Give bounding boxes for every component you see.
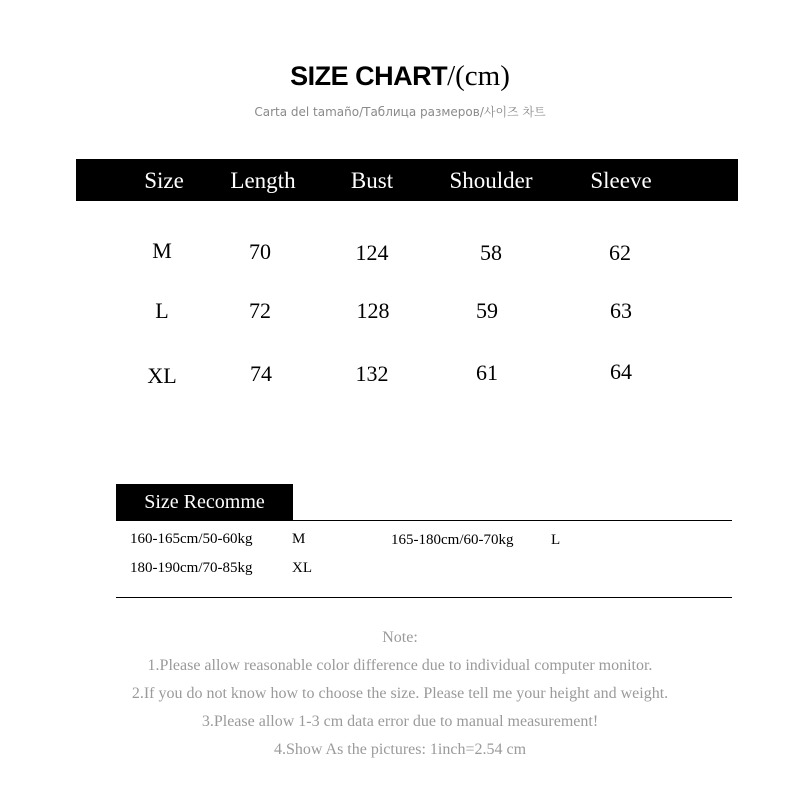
recommend-size: M bbox=[292, 531, 306, 547]
note-line: 1.Please allow reasonable color difference due to individual computer monitor. bbox=[147, 657, 653, 674]
cell-length: 72 bbox=[249, 298, 271, 323]
title-main: SIZE CHART bbox=[290, 61, 448, 91]
size-recommend-heading: Size Recomme bbox=[116, 484, 293, 521]
header-bust: Bust bbox=[350, 168, 394, 193]
header-size: Size bbox=[144, 168, 184, 193]
cell-shoulder: 58 bbox=[480, 240, 502, 265]
cell-sleeve: 63 bbox=[610, 298, 632, 323]
recommend-bottom-divider bbox=[116, 597, 732, 598]
cell-size: XL bbox=[147, 363, 177, 388]
notes-heading: Note: bbox=[382, 629, 418, 646]
note-line: 2.If you do not know how to choose the size. Please tell me your height and weight. bbox=[131, 685, 669, 702]
note-line: 3.Please allow 1-3 cm data error due to manual measurement! bbox=[201, 713, 599, 730]
page-title bbox=[0, 60, 800, 93]
recommend-range: 180-190cm/70-85kg bbox=[130, 560, 253, 576]
size-table-header bbox=[76, 159, 738, 201]
recommend-size: XL bbox=[292, 560, 312, 576]
cell-size: M bbox=[152, 238, 172, 263]
header-shoulder: Shoulder bbox=[449, 168, 533, 193]
cell-shoulder: 59 bbox=[476, 298, 498, 323]
page-subtitle: Carta del tamaño/Таблица размеров/사이즈 차트 bbox=[254, 105, 546, 119]
cell-size: L bbox=[155, 298, 169, 323]
header-sleeve: Sleeve bbox=[590, 168, 652, 193]
recommend-range: 165-180cm/60-70kg bbox=[391, 532, 514, 548]
header-length: Length bbox=[230, 168, 296, 193]
cell-bust: 128 bbox=[356, 298, 390, 323]
cell-length: 74 bbox=[250, 361, 272, 386]
recommend-range: 160-165cm/50-60kg bbox=[130, 531, 253, 547]
cell-sleeve: 64 bbox=[610, 359, 632, 384]
cell-bust: 132 bbox=[355, 361, 389, 386]
note-line: 4.Show As the pictures: 1inch=2.54 cm bbox=[273, 741, 527, 758]
title-unit: /(cm) bbox=[447, 60, 510, 92]
recommend-top-divider bbox=[116, 520, 732, 521]
cell-bust: 124 bbox=[355, 240, 389, 265]
cell-sleeve: 62 bbox=[609, 240, 631, 265]
recommend-size: L bbox=[551, 532, 561, 548]
cell-shoulder: 61 bbox=[476, 360, 498, 385]
cell-length: 70 bbox=[249, 239, 271, 264]
